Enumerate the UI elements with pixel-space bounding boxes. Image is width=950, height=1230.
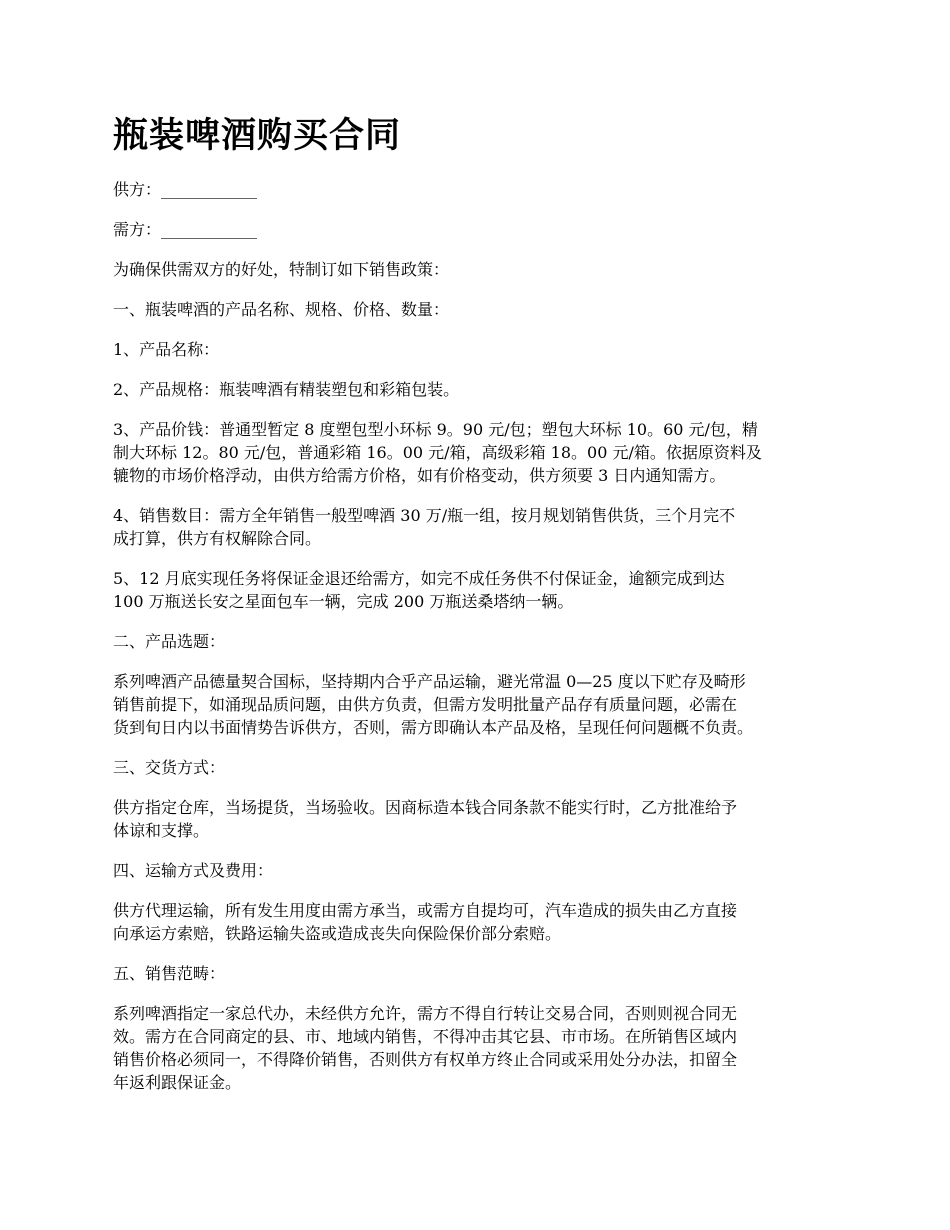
document-body bbox=[113, 178, 853, 1111]
paragraph bbox=[113, 258, 853, 281]
paragraph-line: 五、销售范畴： bbox=[113, 964, 226, 983]
paragraph-line: 为确保供需双方的好处，特制订如下销售政策： bbox=[113, 260, 450, 279]
paragraph-line: 年返利跟保证金。 bbox=[113, 1073, 242, 1092]
paragraph-line: 制大环标 12。80 元/包，普通彩箱 16。00 元/箱，高级彩箱 18。00 元/箱。依据原资料及 bbox=[113, 443, 762, 462]
document-title: 瓶装啤酒购买合同 bbox=[113, 116, 402, 156]
paragraph-line: 供方代理运输，所有发生用度由需方承当，或需方自提均可，汽车造成的损失由乙方直接 bbox=[113, 901, 738, 920]
paragraph bbox=[113, 796, 853, 842]
paragraph-line: 100 万瓶送长安之星面包车一辆，完成 200 万瓶送桑塔纳一辆。 bbox=[113, 592, 574, 611]
paragraph-line: 供方指定仓库，当场提货，当场验收。因商标造本钱合同条款不能实行时，乙方批准给予 bbox=[113, 798, 738, 817]
paragraph-line: 3、产品价钱：普通型暂定 8 度塑包型小环标 9。90 元/包；塑包大环标 10。60 元/包，精 bbox=[113, 420, 758, 439]
paragraph-line: 4、销售数目：需方全年销售一般型啤酒 30 万/瓶一组，按月规划销售供货，三个月完不 bbox=[113, 506, 736, 525]
paragraph-line: 供方：____________ bbox=[113, 180, 258, 199]
paragraph bbox=[113, 338, 853, 361]
paragraph-line: 二、产品选题： bbox=[113, 632, 226, 651]
paragraph bbox=[113, 756, 853, 779]
paragraph-line: 系列啤酒指定一家总代办，未经供方允许，需方不得自行转让交易合同，否则则视合同无 bbox=[113, 1004, 738, 1023]
paragraph bbox=[113, 962, 853, 985]
paragraph bbox=[113, 218, 853, 241]
paragraph bbox=[113, 298, 853, 321]
paragraph bbox=[113, 504, 853, 550]
paragraph-line: 系列啤酒产品德量契合国标，坚持期内合乎产品运输，避光常温 0—25 度以下贮存及畸形 bbox=[113, 672, 746, 691]
paragraph-line: 货到旬日内以书面情势告诉供方，否则，需方即确认本产品及格，呈现任何问题概不负责。 bbox=[113, 718, 754, 737]
paragraph-line: 5、12 月底实现任务将保证金退还给需方，如完不成任务供不付保证金，逾额完成到达 bbox=[113, 569, 725, 588]
paragraph-line: 辘物的市场价格浮动，由供方给需方价格，如有价格变动，供方须要 3 日内通知需方。 bbox=[113, 466, 726, 485]
paragraph-line: 2、产品规格：瓶装啤酒有精装塑包和彩箱包装。 bbox=[113, 380, 460, 399]
paragraph-line: 1、产品名称： bbox=[113, 340, 220, 359]
paragraph bbox=[113, 378, 853, 401]
paragraph-line: 成打算，供方有权解除合同。 bbox=[113, 529, 322, 548]
paragraph bbox=[113, 859, 853, 882]
paragraph bbox=[113, 899, 853, 945]
paragraph bbox=[113, 670, 853, 739]
paragraph-line: 四、运输方式及费用： bbox=[113, 861, 274, 880]
paragraph bbox=[113, 178, 853, 201]
paragraph-line: 效。需方在合同商定的县、市、地域内销售，不得冲击其它县、市市场。在所销售区域内 bbox=[113, 1027, 738, 1046]
paragraph-line: 体谅和支撑。 bbox=[113, 821, 210, 840]
paragraph-line: 三、交货方式： bbox=[113, 758, 226, 777]
paragraph-line: 一、瓶装啤酒的产品名称、规格、价格、数量： bbox=[113, 300, 450, 319]
paragraph bbox=[113, 1002, 853, 1094]
paragraph-line: 销售前提下，如涌现品质问题，由供方负责，但需方发明批量产品存有质量问题，必需在 bbox=[113, 695, 738, 714]
paragraph-line: 销售价格必须同一，不得降价销售，否则供方有权单方终止合同或采用处分办法，扣留全 bbox=[113, 1050, 738, 1069]
paragraph bbox=[113, 418, 853, 487]
paragraph bbox=[113, 630, 853, 653]
paragraph-line: 需方：____________ bbox=[113, 220, 258, 239]
paragraph bbox=[113, 567, 853, 613]
paragraph-line: 向承运方索赔，铁路运输失盗或造成丧失向保险保价部分索赔。 bbox=[113, 924, 562, 943]
